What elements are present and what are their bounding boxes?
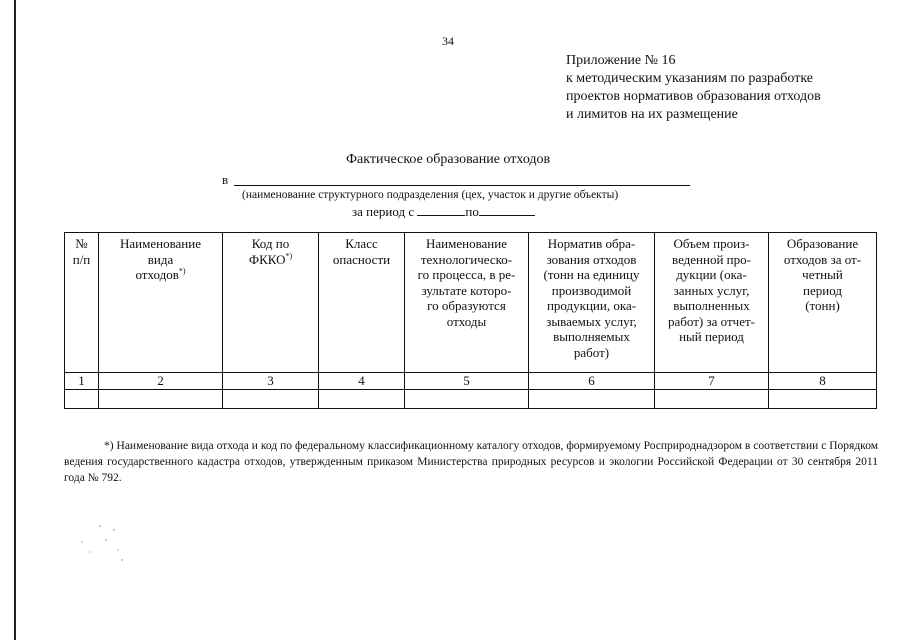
- header-line: №: [75, 236, 88, 251]
- empty-cell[interactable]: [769, 390, 877, 409]
- header-cell-process-name: [405, 233, 529, 373]
- header-line: отходы: [446, 313, 487, 329]
- header-line: веденной про-: [672, 251, 751, 267]
- header-line: технологическо-: [420, 251, 513, 267]
- form-title: Фактическое образование отходов: [346, 152, 551, 167]
- scan-left-edge: [14, 0, 16, 640]
- column-number: 1: [65, 373, 99, 390]
- column-number: 7: [655, 373, 769, 390]
- header-line: п/п: [72, 251, 91, 267]
- header-cell-waste-generated: [769, 233, 877, 373]
- period-from-blank: [417, 203, 465, 216]
- period-line: [352, 203, 535, 220]
- header-line: (тонн на единицу: [543, 267, 640, 282]
- header-line: вида: [147, 251, 174, 267]
- header-line: Код по: [251, 236, 290, 251]
- header-cell-production-volume: [655, 233, 769, 373]
- header-line: Объем произ-: [673, 236, 750, 251]
- header-line: Образование: [786, 236, 859, 251]
- header-line: ный период: [679, 329, 744, 344]
- footnote-marker: *): [178, 266, 186, 276]
- header-line: ФККО*): [248, 251, 293, 267]
- header-line: отходов за от-: [783, 251, 862, 267]
- subdivision-line: [222, 172, 228, 188]
- column-number: 2: [99, 373, 223, 390]
- header-cell-hazard-class: [319, 233, 405, 373]
- subdivision-caption: (наименование структурного подразделения (цех, участок и другие объекты): [242, 189, 619, 201]
- empty-cell[interactable]: [223, 390, 319, 409]
- header-line: работ) за отчет-: [668, 313, 755, 329]
- header-cell-waste-norm: [529, 233, 655, 373]
- header-cell-fkko-code: [223, 233, 319, 373]
- column-number: 6: [529, 373, 655, 390]
- header-cell-index: [65, 233, 99, 373]
- empty-cell[interactable]: [529, 390, 655, 409]
- header-line: выполненных: [673, 298, 750, 313]
- footnote-marker: *): [285, 251, 293, 261]
- appendix-line: к методическим указаниям по разработке: [566, 71, 813, 86]
- header-line: отходов*): [135, 266, 186, 282]
- header-line: выполняемых: [553, 329, 630, 344]
- header-line: дукции (ока-: [676, 267, 747, 282]
- header-line: Класс: [345, 236, 378, 251]
- scan-noise-decoration: [70, 520, 140, 570]
- waste-table: [64, 232, 877, 409]
- header-line: Наименование: [426, 236, 507, 251]
- header-line: продукции, ока-: [546, 298, 637, 313]
- appendix-header: [566, 52, 821, 124]
- empty-cell[interactable]: [405, 390, 529, 409]
- header-line: Норматив обра-: [547, 236, 636, 251]
- column-number: 4: [319, 373, 405, 390]
- empty-cell[interactable]: [99, 390, 223, 409]
- header-line: го образуются: [427, 298, 506, 313]
- header-line: (тонн): [805, 298, 840, 313]
- footnote: *) Наименование вида отхода и код по федеральному классификационному каталогу отходов, формируемому Росприроднадзором в соответствии с Порядком ведения государственного кадастра отходов, утвержденным приказом Министерства природных ресурсов и экологии Российской Федерации от 30 сентября 2011 года № 792.: [64, 440, 878, 484]
- column-number: 5: [405, 373, 529, 390]
- empty-cell[interactable]: [65, 390, 99, 409]
- table-header-row: [65, 233, 877, 373]
- header-line: работ): [573, 344, 610, 360]
- header-line: го процесса, в ре-: [417, 267, 516, 282]
- header-line: занных услуг,: [673, 282, 750, 298]
- header-cell-waste-name: [99, 233, 223, 373]
- header-line: зываемых услуг,: [546, 313, 637, 329]
- header-line: зультате которо-: [421, 282, 512, 298]
- empty-cell[interactable]: [319, 390, 405, 409]
- header-line: производимой: [551, 282, 632, 298]
- period-to-blank: [479, 203, 535, 216]
- in-prefix: в: [222, 172, 229, 187]
- column-number: 3: [223, 373, 319, 390]
- column-number: 8: [769, 373, 877, 390]
- period-to-label: по: [465, 204, 479, 219]
- appendix-line: Приложение № 16: [566, 53, 676, 68]
- column-number-row: [65, 373, 877, 390]
- header-line: период: [803, 282, 842, 298]
- appendix-line: и лимитов на их размещение: [566, 107, 738, 122]
- table-row-empty: [65, 390, 877, 409]
- header-line: зования отходов: [546, 251, 637, 267]
- header-line: Наименование: [120, 236, 201, 251]
- empty-cell[interactable]: [655, 390, 769, 409]
- subdivision-fill-line: [234, 185, 690, 186]
- header-line: опасности: [332, 251, 391, 267]
- period-prefix: за период с: [352, 204, 415, 219]
- header-line: четный: [802, 267, 843, 282]
- appendix-line: проектов нормативов образования отходов: [566, 89, 821, 104]
- page-number: 34: [442, 34, 454, 48]
